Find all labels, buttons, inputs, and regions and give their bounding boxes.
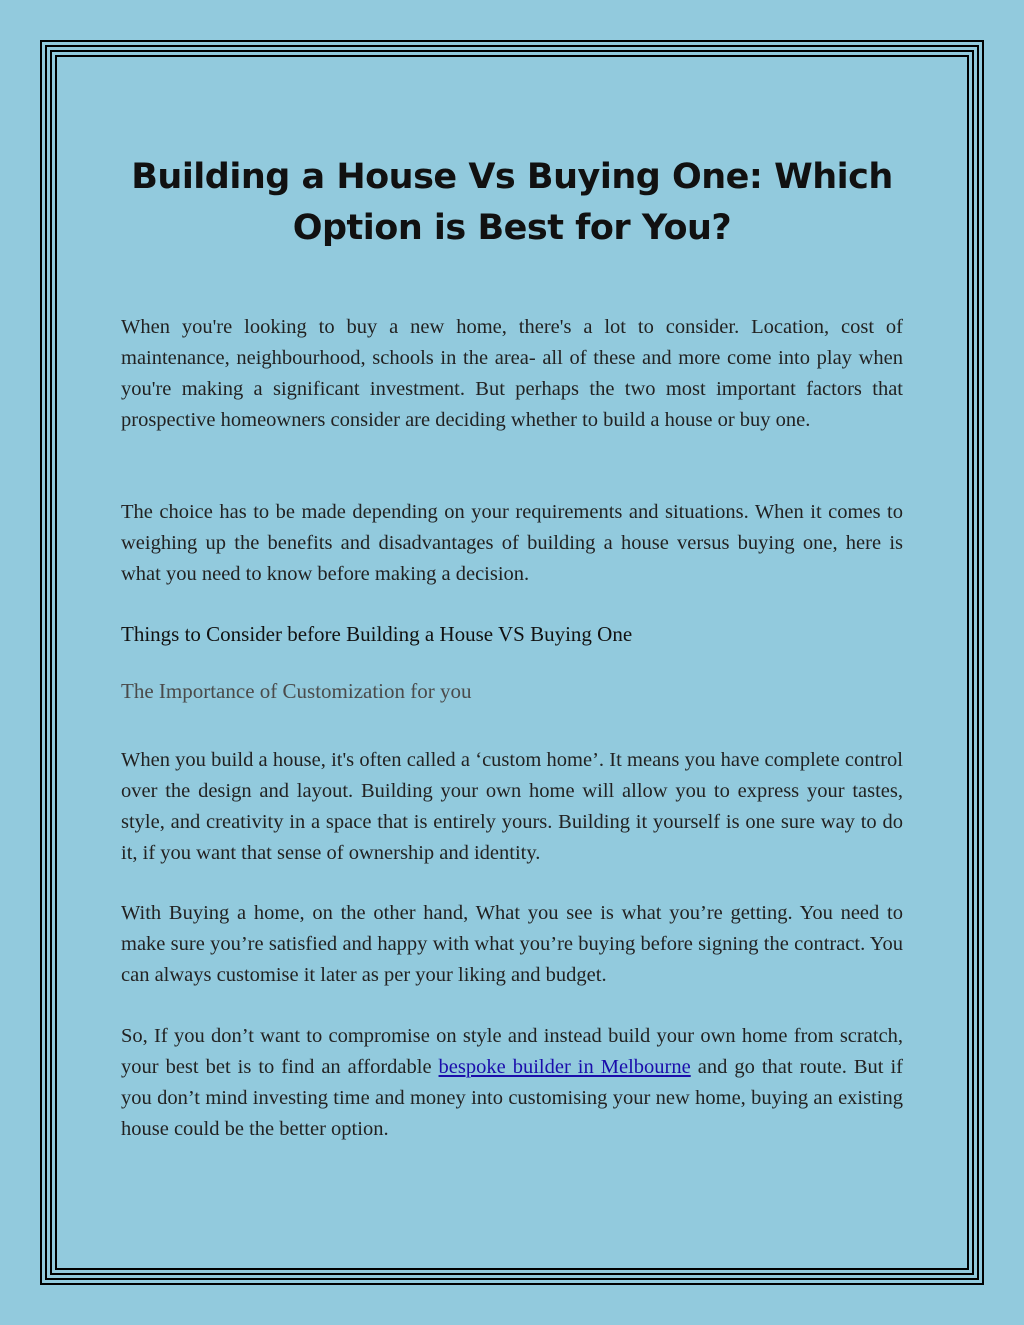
bespoke-builder-link[interactable]: bespoke builder in Melbourne [438,1056,691,1078]
conclusion-text-after: and go that route. But if you don’t mind investing time and money into customising your new home, buying an existing house could be the better option. [121,1056,903,1140]
choice-paragraph: The choice has to be made depending on your requirements and situations. When it comes to weighing up the benefits and disadvantages of building a house versus buying one, here is what you need to know before making a decision. [121,501,903,585]
intro-paragraph: When you're looking to buy a new home, there's a lot to consider. Location, cost of maintenance, neighbourhood, schools in the area- all of these and more come into play when you're making a significant investment. But perhaps the two most important factors that prospective homeowners consider are deciding whether to build a house or buy one. [121,316,903,431]
section-heading: Things to Consider before Building a House VS Buying One [121,622,633,646]
buying-home-paragraph: With Buying a home, on the other hand, What you see is what you’re getting. You need to make sure you’re satisfied and happy with what you’re buying before signing the contract. You can always customise it later as per your liking and budget. [121,902,903,986]
conclusion-paragraph [121,1021,903,1145]
subsection-heading: The Importance of Customization for you [121,679,472,703]
document-title: Building a House Vs Buying One: Which Option is Best for You? [131,157,893,248]
custom-home-paragraph: When you build a house, it's often called a ‘custom home’. It means you have complete control over the design and layout. Building your own home will allow you to express your tastes, style, and creativity in a space that is entirely yours. Building it yourself is one sure way to do it, if you want that sense of ownership and identity. [121,749,903,864]
conclusion-text-before: So, If you don’t want to compromise on style and instead build your own home from scratch, your best bet is to find an affordable [121,1025,903,1078]
